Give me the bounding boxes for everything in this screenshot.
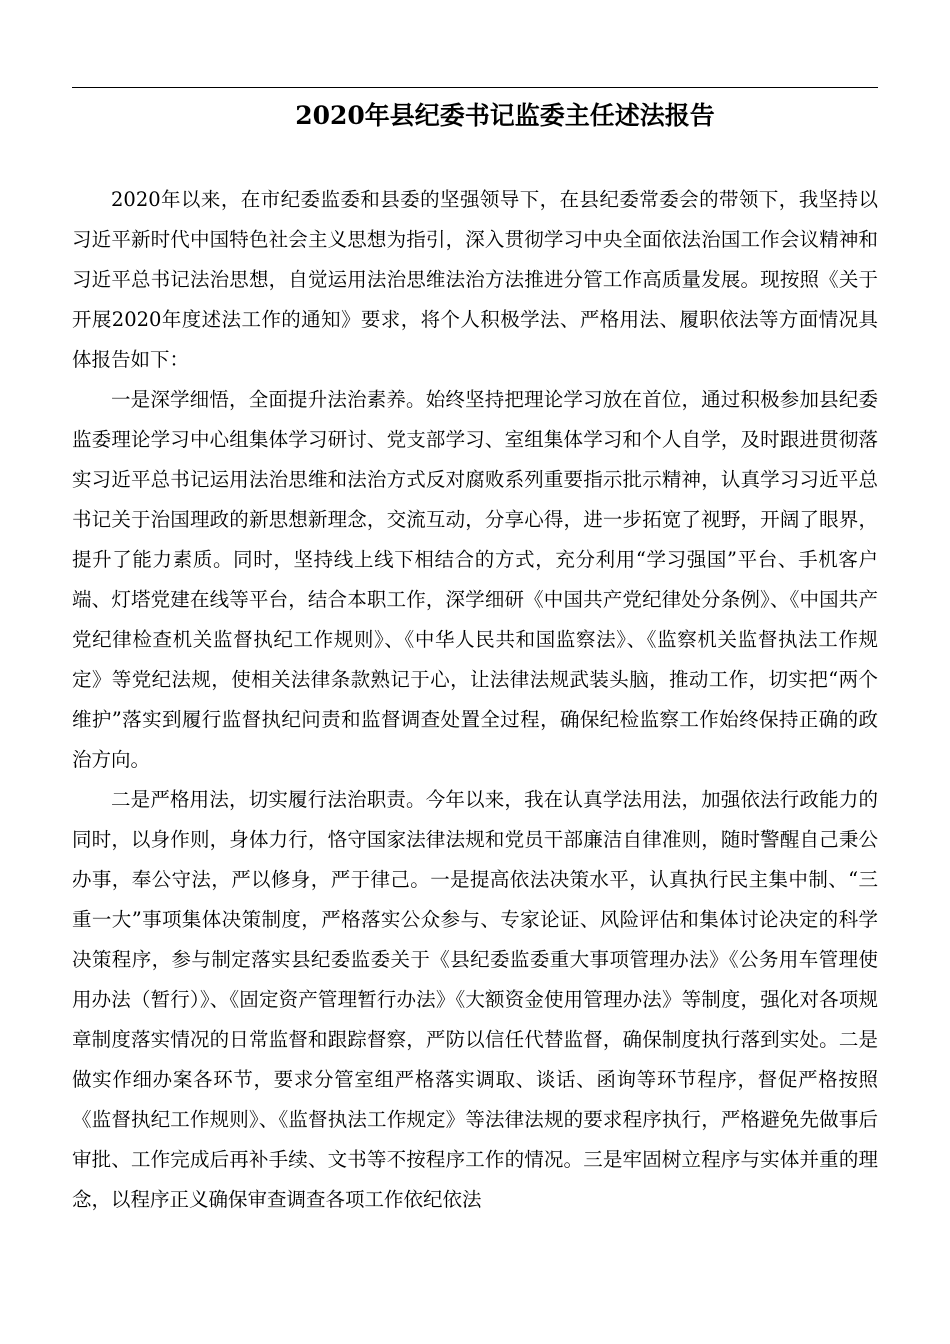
body-paragraph-apply: 二是严格用法，切实履行法治职责。今年以来，我在认真学法用法，加强依法行政能力的同时，以身作则，身体力行，恪守国家法律法规和党员干部廉洁自律准则，随时警醒自己秉公办事，奉公守法，严以修身，严于律己。一是提高依法决策水平，认真执行民主集中制、“三重一大”事项集体决策制度，严格落实公众参与、专家论证、风险评估和集体讨论决定的科学决策程序，参与制定落实县纪委监委关于《县纪委监委重大事项管理办法》《公务用车管理使用办法（暂行）》、《固定资产管理暂行办法》《大额资金使用管理办法》等制度，强化对各项规章制度落实情况的日常监督和跟踪督察，严防以信任代替监督，确保制度执行落到实处。二是做实作细办案各环节，要求分管室组严格落实调取、谈话、函询等环节程序，督促严格按照《监督执纪工作规则》、《监督执法工作规定》等法律法规的要求程序执行，严格避免先做事后审批、工作完成后再补手续、文书等不按程序工作的情况。三是牢固树立程序与实体并重的理念，以程序正义确保审查调查各项工作依纪依法 [72, 788, 878, 1211]
document-title: 2020年县纪委书记监委主任述法报告 [295, 101, 715, 130]
body-paragraph-intro: 2020年以来，在市纪委监委和县委的坚强领导下，在县纪委常委会的带领下，我坚持以习近平新时代中国特色社会主义思想为指引，深入贯彻学习中央全面依法治国工作会议精神和习近平总书记法治思想，自觉运用法治思维法治方法推进分管工作高质量发展。现按照《关于开展2020年度述法工作的通知》要求，将个人积极学法、严格用法、履职依法等方面情况具体报告如下： [72, 188, 878, 371]
body-paragraph-study: 一是深学细悟，全面提升法治素养。始终坚持把理论学习放在首位，通过积极参加县纪委监委理论学习中心组集体学习研讨、党支部学习、室组集体学习和个人自学，及时跟进贯彻落实习近平总书记运用法治思维和法治方式反对腐败系列重要指示批示精神，认真学习习近平总书记关于治国理政的新思想新理念，交流互动，分享心得，进一步拓宽了视野，开阔了眼界，提升了能力素质。同时，坚持线上线下相结合的方式，充分利用“学习强国”平台、手机客户端、灯塔党建在线等平台，结合本职工作，深学细研《中国共产党纪律处分条例》、《中国共产党纪律检查机关监督执纪工作规则》、《中华人民共和国监察法》、《监察机关监督执法工作规定》等党纪法规，使相关法律条款熟记于心，让法律法规武装头脑，推动工作，切实把“两个维护”落实到履行监督执纪问责和监督调查处置全过程，确保纪检监察工作始终保持正确的政治方向。 [72, 388, 878, 771]
header-rule [72, 87, 878, 88]
document-body [72, 180, 878, 1220]
